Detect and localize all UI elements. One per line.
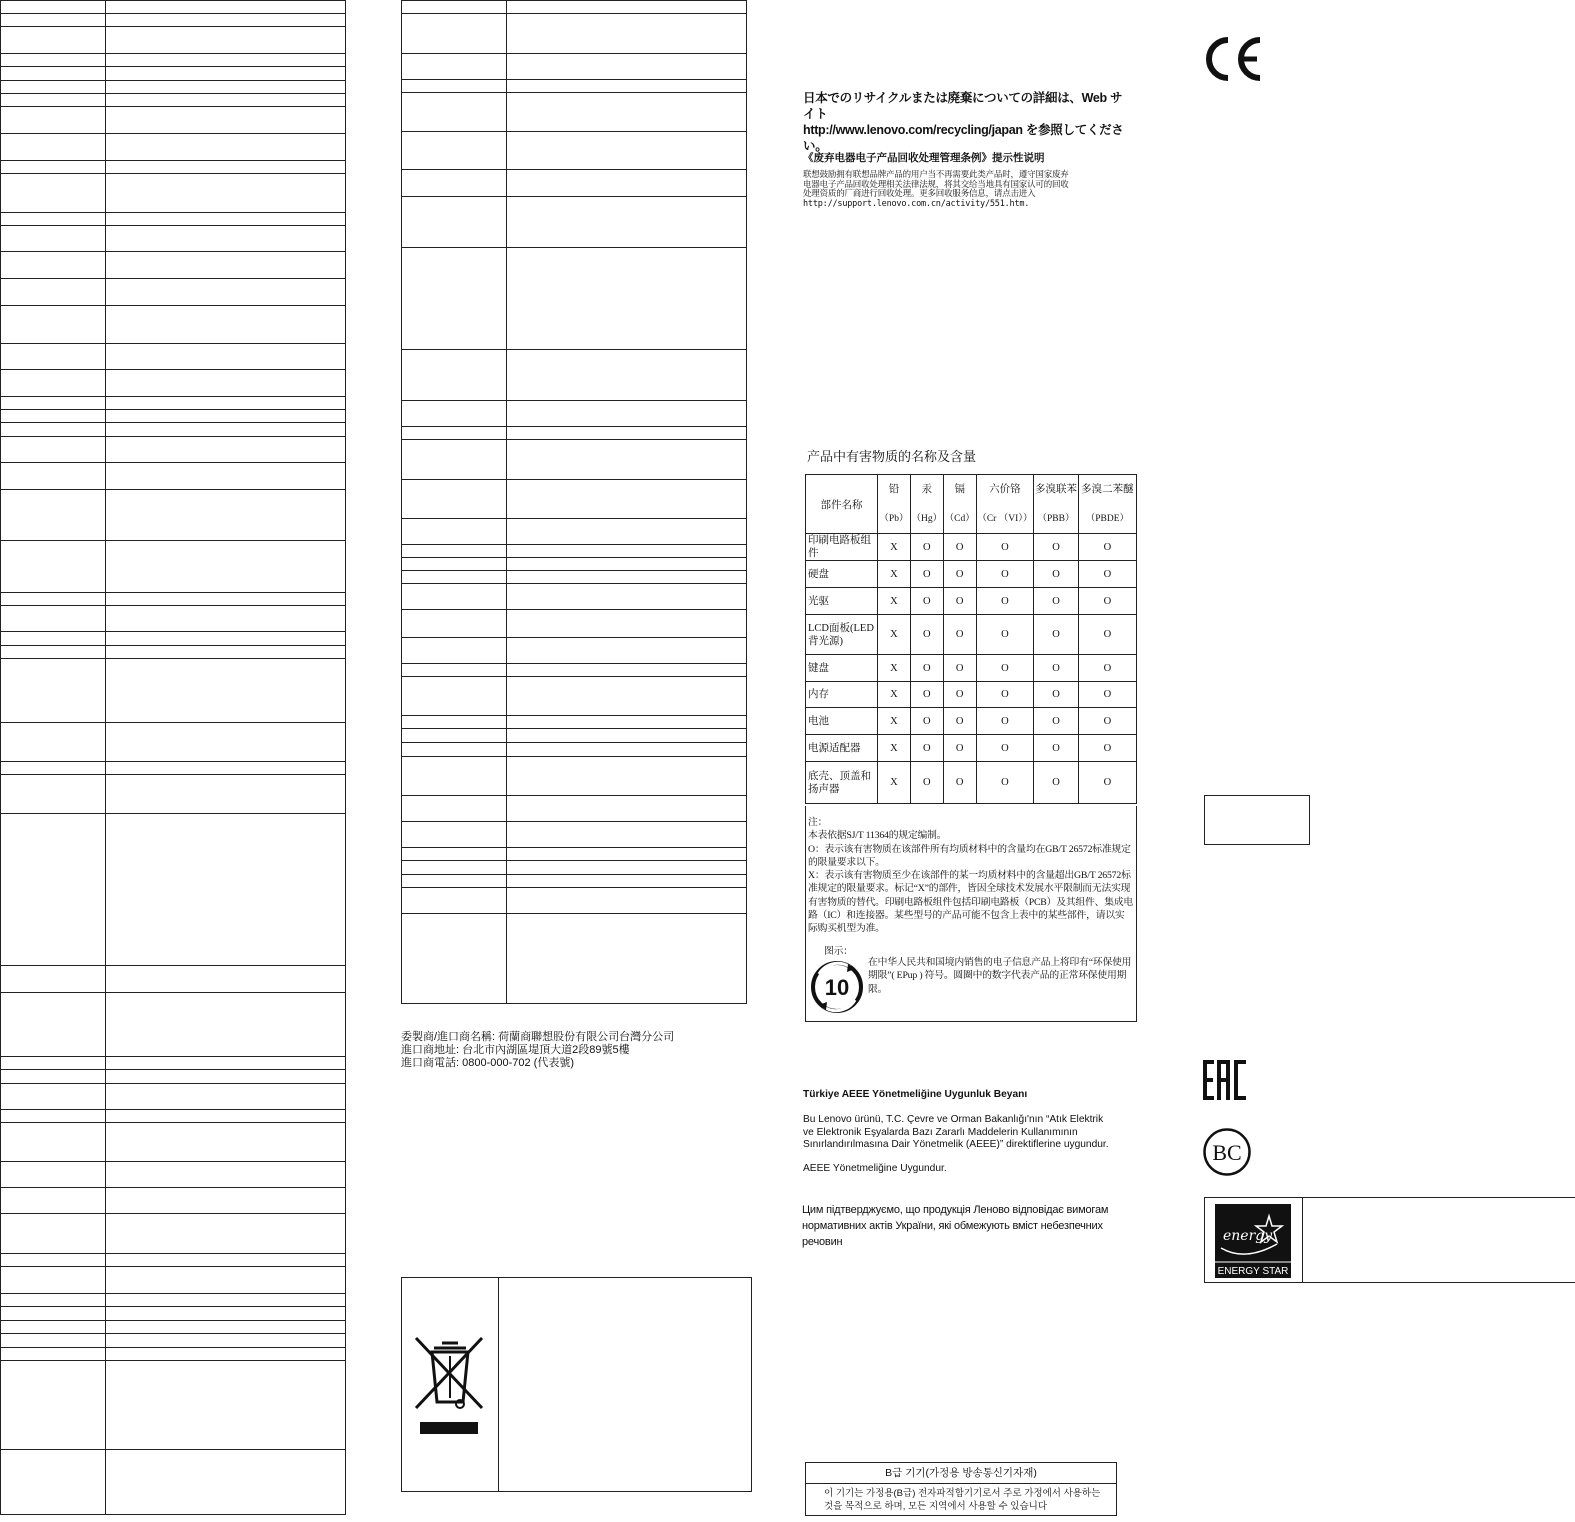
- notes-line-1: 本表依据SJ/T 11364的规定编制。: [808, 830, 947, 842]
- table-row: [806, 615, 1137, 655]
- part-name: 电池: [806, 708, 878, 735]
- table-row: [806, 762, 1137, 804]
- substance-value: O: [976, 682, 1034, 708]
- substance-value: O: [910, 655, 943, 682]
- substance-value: X: [878, 615, 911, 655]
- ukraine-notice: [802, 1202, 1132, 1250]
- hazard-header-row: [806, 475, 1137, 501]
- substance-value: O: [943, 655, 976, 682]
- eac-mark-icon: [1202, 1058, 1248, 1107]
- notes-line-3: X：表示该有害物质至少在该部件的某一均质材料中的含量超出GB/T 26572标准规定的限量要求。标记“X”的部件，皆因全球技术发展水平限制而无法实现有害物质的替代。印刷电路板组件包括印刷电路板（PCB）及其组件、集成电路（IC）和连接器。某些型号的产品可能不包含上表中的某些部件，请以实际购买机型为准。: [808, 870, 1134, 935]
- substance-symbol: （Cr （VI））: [976, 501, 1034, 534]
- notes-label: 注：: [808, 817, 828, 828]
- china-weee-line-1: 联想鼓励拥有联想品牌产品的用户当不再需要此类产品时，遵守国家废弃: [803, 170, 1069, 180]
- substance-value: X: [878, 708, 911, 735]
- substance-value: O: [1034, 762, 1079, 804]
- substance-value: X: [878, 588, 911, 615]
- hazard-notes-box: [805, 806, 1137, 1022]
- energy-script-text: energy: [1223, 1228, 1273, 1244]
- substance-value: X: [878, 534, 911, 561]
- substance-name: 多溴联苯: [1034, 475, 1079, 501]
- taiwan-importer-info: [401, 1031, 674, 1070]
- substance-value: O: [976, 655, 1034, 682]
- part-name: 印刷电路板组件: [806, 534, 878, 561]
- table-row: [806, 735, 1137, 762]
- part-name: 内存: [806, 682, 878, 708]
- bc-text: BC: [1212, 1140, 1242, 1165]
- part-name: 电源适配器: [806, 735, 878, 762]
- substance-value: O: [1034, 735, 1079, 762]
- energy-star-box-divider: [1302, 1198, 1303, 1282]
- korea-line-2: 것을 목적으로 하며, 모든 지역에서 사용할 수 있습니다: [824, 1501, 1048, 1512]
- substance-value: O: [1078, 682, 1136, 708]
- turkey-title: Türkiye AEEE Yönetmeliğine Uygunluk Beyanı: [803, 1089, 1028, 1100]
- bc-mark-icon: [1202, 1127, 1252, 1182]
- substance-value: O: [1078, 655, 1136, 682]
- substance-value: O: [910, 762, 943, 804]
- substance-value: O: [910, 534, 943, 561]
- hazard-table-title: 产品中有害物质的名称及含量: [807, 449, 977, 464]
- substance-value: O: [943, 588, 976, 615]
- substance-value: X: [878, 655, 911, 682]
- substance-value: O: [976, 588, 1034, 615]
- korea-class-b-box: [805, 1462, 1117, 1516]
- china-weee-title: 《废弃电器电子产品回收处理管理条例》提示性说明: [803, 152, 1045, 164]
- substance-value: O: [910, 561, 943, 588]
- substance-value: O: [943, 534, 976, 561]
- substance-value: O: [976, 561, 1034, 588]
- substance-symbol: （Pb）: [878, 501, 911, 534]
- japan-recycling-line-2: http://www.lenovo.com/recycling/japan を参照してください。: [803, 123, 1124, 153]
- substance-value: O: [910, 735, 943, 762]
- china-weee-line-2: 电器电子产品回收处理相关法律法规，将其交给当地具有国家认可的回收: [803, 179, 1069, 190]
- ce-mark-icon: [1202, 36, 1264, 87]
- substance-value: O: [1034, 534, 1079, 561]
- turkey-line-1: Bu Lenovo ürünü, T.C. Çevre ve Orman Bakanlığı'nın “Atık Elektrik: [803, 1114, 1104, 1125]
- table-row: [806, 655, 1137, 682]
- substance-symbol: （PBB）: [1034, 501, 1079, 534]
- substance-value: O: [976, 534, 1034, 561]
- substance-value: O: [943, 561, 976, 588]
- substance-name: 铅: [878, 475, 911, 501]
- ukraine-line-3: речовин: [802, 1236, 843, 1248]
- substance-value: O: [1034, 682, 1079, 708]
- substance-name: 六价铬: [976, 475, 1034, 501]
- figure-label: 图示：: [824, 946, 853, 957]
- weee-box: [401, 1277, 752, 1492]
- taiwan-importer-line-3: 進口商電話: 0800-000-702 (代表號): [401, 1057, 574, 1069]
- turkey-line-2: ve Elektronik Eşyalarda Bazı Zararlı Maddelerin Kullanımının: [803, 1126, 1078, 1138]
- table-row: [1, 1, 345, 1450]
- substance-value: O: [1078, 708, 1136, 735]
- substance-value: O: [1078, 588, 1136, 615]
- substance-value: O: [976, 762, 1034, 804]
- substance-value: O: [1078, 615, 1136, 655]
- substance-value: O: [1034, 615, 1079, 655]
- hazard-substance-table: [805, 474, 1137, 804]
- substance-value: O: [943, 615, 976, 655]
- substance-value: X: [878, 682, 911, 708]
- energy-star-box: [1204, 1197, 1575, 1283]
- substance-value: O: [1034, 588, 1079, 615]
- substance-value: O: [943, 735, 976, 762]
- table-row: [806, 534, 1137, 561]
- part-name: 键盘: [806, 655, 878, 682]
- crossed-bin-icon: [412, 1334, 486, 1438]
- language-table-left: [0, 0, 346, 1515]
- substance-value: O: [910, 588, 943, 615]
- korea-header: B급 기기(가정용 방송통신기자재): [806, 1463, 1116, 1484]
- substance-value: O: [943, 762, 976, 804]
- substance-value: O: [910, 682, 943, 708]
- substance-symbol: （Hg）: [910, 501, 943, 534]
- substance-value: O: [1078, 762, 1136, 804]
- language-table-middle: [401, 0, 747, 1004]
- china-weee-line-3: 处理资质的厂商进行回收处理。更多回收服务信息，请点击进入: [803, 189, 1036, 199]
- substance-name: 镉: [943, 475, 976, 501]
- substance-value: O: [1034, 708, 1079, 735]
- substance-value: O: [943, 708, 976, 735]
- substance-symbol: （PBDE）: [1078, 501, 1136, 534]
- substance-value: O: [910, 708, 943, 735]
- substance-value: O: [1034, 655, 1079, 682]
- part-name: 光驱: [806, 588, 878, 615]
- substance-value: O: [910, 615, 943, 655]
- korea-line-1: 이 기기는 가정용(B급) 전자파적합기기로서 주로 가정에서 사용하는: [824, 1488, 1101, 1499]
- china-weee-body: [803, 171, 1133, 209]
- label-placeholder-box: [1204, 795, 1310, 845]
- part-name: 硬盘: [806, 561, 878, 588]
- turkey-compliance: AEEE Yönetmeliğine Uygundur.: [803, 1163, 947, 1174]
- epup-icon: [810, 960, 864, 1014]
- substance-symbol: （Cd）: [943, 501, 976, 534]
- part-name: 底壳、顶盖和扬声器: [806, 762, 878, 804]
- substance-value: O: [1078, 534, 1136, 561]
- substance-value: O: [1078, 735, 1136, 762]
- substance-value: X: [878, 561, 911, 588]
- substance-value: X: [878, 762, 911, 804]
- substance-value: O: [1078, 561, 1136, 588]
- ukraine-line-2: нормативних актів України, які обмежують вміст небезпечних: [802, 1220, 1103, 1232]
- ukraine-line-1: Цим підтверджуємо, що продукція Леново відповідає вимогам: [802, 1204, 1109, 1216]
- substance-value: O: [976, 708, 1034, 735]
- table-row: [806, 588, 1137, 615]
- substance-value: O: [976, 615, 1034, 655]
- substance-value: X: [878, 735, 911, 762]
- table-row: [806, 561, 1137, 588]
- china-weee-line-4: http://support.lenovo.com.cn/activity/551.htm.: [803, 198, 1030, 209]
- japan-recycling-notice: [803, 90, 1133, 154]
- notes-line-2: O：表示该有害物质在该部件所有均质材料中的含量均在GB/T 26572标准规定的限量要求以下。: [808, 843, 1131, 868]
- substance-name: 多溴二苯醚: [1078, 475, 1136, 501]
- part-name: LCD面板(LED背光源): [806, 615, 878, 655]
- epup-number: 10: [824, 975, 850, 1000]
- substance-name: 汞: [910, 475, 943, 501]
- turkey-body: [803, 1114, 1133, 1152]
- taiwan-importer-line-1: 委製商/進口商名稱: 荷蘭商聯想股份有限公司台灣分公司: [401, 1031, 675, 1043]
- taiwan-importer-line-2: 進口商地址: 台北市內湖區堤頂大道2段89號5樓: [401, 1044, 630, 1056]
- figure-text: 在中华人民共和国境内销售的电子信息产品上将印有“环保使用期限”( EPup ) 符号。圆圈中的数字代表产品的正常环保使用期限。: [868, 957, 1132, 995]
- table-row: [402, 1, 746, 914]
- energy-star-logo-icon: [1215, 1204, 1291, 1278]
- substance-value: O: [976, 735, 1034, 762]
- japan-recycling-line-1: 日本でのリサイクルまたは廃棄についての詳細は、Web サイト: [803, 91, 1123, 121]
- part-name-header: 部件名称: [806, 475, 878, 534]
- table-row: [806, 708, 1137, 735]
- weee-box-divider: [498, 1278, 499, 1491]
- table-row: [806, 682, 1137, 708]
- substance-value: O: [1034, 561, 1079, 588]
- substance-value: O: [943, 682, 976, 708]
- turkey-line-3: Sınırlandırılmasına Dair Yönetmelik (AEEE)” direktiflerine uygundur.: [803, 1139, 1109, 1150]
- energy-star-text: ENERGY STAR: [1217, 1266, 1289, 1277]
